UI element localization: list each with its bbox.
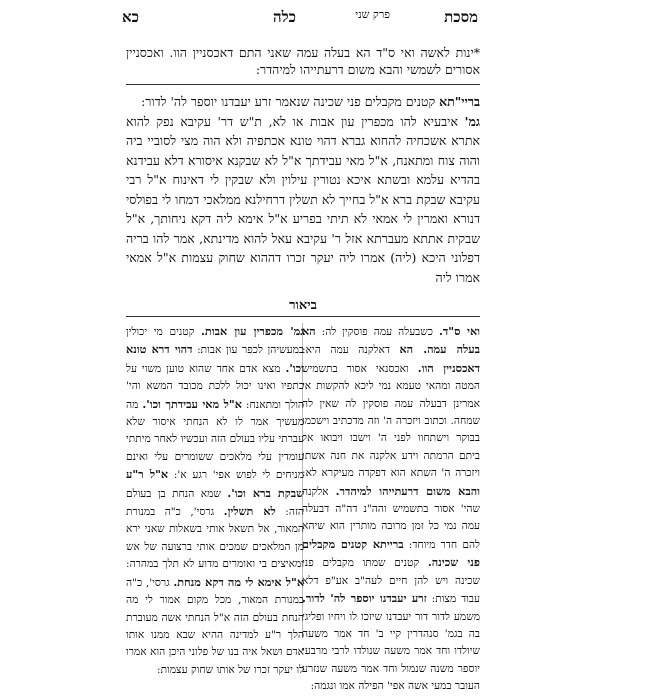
gemara-text: איבעיא להו מכפרין עון אבות או לא, ת"ש דר' עקיבא נפק להוא אתרא אשכחיה להחוא גברא דהוי טונא אכתפיה ולא הוה מצי לסוביי ביה והוה צוח ומתאנח, א"ל מאי עבידתך א"ל לא שבקנא איסורא דלא עבידנא בהדיא עלמא ובשתא איכא נטורין עילוין ולא שבקין לי דאינוח א"ל רבי עקיבא שבקת ברא א"ל בחייך לא תשלין דרחילנא ממלאכי דמחו לי בפולסי דנורא ואמרין לי אמאי לא תיתי בפריע א"ל אימא ליה דקא ניחותך, א"ל שבקית אתתא מעברתא אזל ר' עקיבא עאל להוא מדינתא, אמר להו בריה דפלוני היכא (ליה) אמרו ליה יעקר זכרו דההוא שחוק עצמות א"ל אמאי אמרו ליה [126,113,480,285]
header-masechet: מסכת [444,8,478,26]
running-header [120,8,482,38]
commentary-text: גרסי', כ"ה במנורת המאור, מכל מקום אמור לי מה הנחת בעולם הזה א"ל הנחתי אשה מעוברת הלך ר"ע למדינה ההיא שבא ממנו אותו אדם ושאל איה בנו של פלוני היכן הוא אמרו לו יעקר זכרו של אותו שחוק עצמות: [126,576,304,676]
page-number: כא [122,8,139,26]
dibur-hamatchil: ברייתא קטנים מקבלים פני שכינה. [302,536,481,570]
commentary-title: ביאור [289,298,317,313]
commentary-text: קטנים שמתו מקבלים פני שכינה ויש להן חיים לעה"ב אע"פ דלא עבוד מצות: [302,557,480,606]
commentary-text: ואכסנאי אסור בתשמיש המטה ומהאי טעמא נמי ליכא להקשות אי אמרינן דבעלה עמה פוסקין לה שאין לה שמחה. וכתוב ויזכרה ה' וזה מדכתיב וישכמו בבוקר וישתחוו לפני ה' וישבו ויבואו אל ביתם הרמתה וידע אלקנה את חנה אשתו ויזכרה ה' השתא הוא דפקדה מעיקרא לא: [302,362,480,480]
text-block [114,0,492,693]
main-text [126,92,480,287]
dibur-hamatchil: הא בעלה עמה. הא [302,324,480,357]
commentary-text: מצא אדם אחד שהוא טוען משוי על כתפיו ואינו יכול ללכת מכובד המשא והי' הולך ומתאנח: [126,362,304,411]
dibur-hamatchil: זרע יעבדנו יוספר לה' לדור. [302,591,427,606]
header-tractate-name: כלה [273,8,296,26]
dibur-hamatchil: ואי ס"ד. [439,324,480,338]
intro-paragraph: *ינות לאשה ואי ס"ד הא בעלה עמה שאני התם דאכסניין הוו. ואכסניין אסורים לשמשי והבא משום דרעתייהו למיהדר: [126,45,480,77]
dibur-hamatchil: והבא משום דרעתייהו למיהדר. [335,483,481,498]
commentary-text: שמא הנחת בן בעולם הזה: [126,487,304,519]
commentary-text: משמע לדור דור יעבדנו שיזכו לו ויחיו ופליגי בה בגמ' סנהדרין קיי ב' חד אמר משעה שיולדו וחד אמר משעה שנולדו לרבי מרבעי יוספר משנה שנמול וחד אמר משעה שנזרע העובר במעי אשה אפי' הפילה אמו ונגמה: [302,610,480,693]
commentary-text: דאלקנה עמה היא: [302,344,400,357]
commentary-text: מה מעשיך אמר לו לא הנחתי איסור שלא עברתי עליו בעולם הזה ועכשיו לאחר מיתתי עומדין עלי מלאכים ששומרים עלי ואינם מניחים לי לפוש אפי' רגע א': [126,398,305,482]
baraita-label: בריי"תא [439,94,480,109]
commentary-text: אלקנה שהי' אסור בתשמיש והה"נ דה"ה דבעלה עמה נמי כל זמן מרובה מותרין הוא שיהא להם חדר מיוחד: [302,485,480,551]
dibur-hamatchil: א"ל ר"ע שבקת ברא וכו'. [126,467,305,500]
baraita-text: קטנים מקבלים פני שכינה שנאמר זרע יעבדנו יוספר לה' לדור: [141,94,440,109]
dibur-hamatchil: א"ל אימא לי מה דקא מנחת. [173,574,305,589]
commentary-text: כשבעלה עמה פוסקין לה: [315,326,439,338]
commentary-text: גרסי', כ"ה במנורת המאור, אל תשאל אותי בשאלות שאני ירא מן המלאכים שמכים אותי ברצועה של אש ומאיצים בי ואומרים מדוע לא תלך במהרה: [126,506,304,571]
dibur-hamatchil: א"ל מאי עבידתך וכו'. [142,396,242,411]
header-perek: פרק שני [355,8,390,21]
commentary-text: קטנים מי יכולין במעשיהן לכפר עון אבות: [126,326,305,357]
divider [126,84,480,85]
commentary-right-column [302,323,480,696]
gemara-label: גמ' [464,113,480,129]
dibur-hamatchil: דהוי דרא טונא וכו'. [126,342,304,375]
commentary-left-column [126,323,304,679]
dibur-hamatchil: דאכסניין הוו. [417,360,480,375]
dibur-hamatchil: לא תשלין. [223,504,276,519]
dibur-hamatchil: גמ' מכפרין עון אבות. [201,324,304,338]
divider [126,316,480,317]
